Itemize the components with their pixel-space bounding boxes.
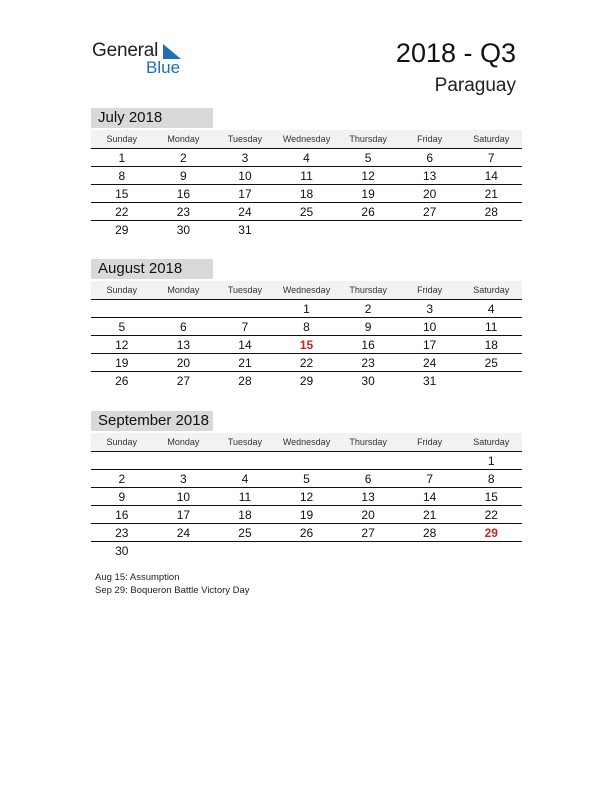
holiday-note: Aug 15: Assumption — [95, 572, 180, 583]
day-cell: 1 — [487, 454, 495, 468]
month-title: September 2018 — [91, 411, 213, 431]
day-cell: 4 — [241, 472, 249, 486]
day-cell — [153, 453, 215, 469]
day-cell: 16 — [361, 338, 375, 352]
day-cell — [276, 222, 338, 238]
day-cell: 15 — [484, 490, 498, 504]
day-cell: 6 — [364, 472, 372, 486]
day-cell: 21 — [238, 356, 252, 370]
day-cell: 31 — [423, 374, 437, 388]
day-cell — [214, 543, 276, 559]
day-cell: 5 — [118, 320, 126, 334]
day-cell: 22 — [115, 205, 129, 219]
day-cell: 28 — [484, 205, 498, 219]
day-cell: 1 — [303, 302, 310, 316]
day-cell: 24 — [238, 205, 252, 219]
month-title: July 2018 — [91, 108, 213, 128]
day-cell: 11 — [485, 320, 498, 334]
day-cell: 21 — [423, 508, 437, 522]
holiday-notes — [95, 571, 250, 597]
week-row — [91, 543, 522, 559]
day-cell: 25 — [299, 205, 314, 219]
logo-text-blue: Blue — [146, 58, 181, 77]
day-cell — [214, 301, 276, 317]
day-cell: 22 — [299, 356, 314, 370]
day-cell: 23 — [361, 356, 375, 370]
weekday-label: Thursday — [349, 437, 387, 447]
day-cell: 3 — [426, 302, 434, 316]
day-cell: 23 — [176, 205, 191, 219]
day-cell: 3 — [241, 151, 249, 165]
day-cell: 11 — [300, 169, 313, 183]
weekday-header-row — [91, 433, 522, 452]
day-cell: 22 — [484, 508, 498, 522]
weekday-label: Wednesday — [282, 134, 331, 144]
day-cell: 27 — [423, 205, 437, 219]
week-row — [91, 186, 522, 203]
day-cell: 7 — [241, 320, 249, 334]
weekday-label: Monday — [167, 437, 200, 447]
weekday-label: Sunday — [106, 285, 138, 295]
day-cell: 14 — [423, 490, 437, 504]
holiday-day-cell: 29 — [484, 526, 498, 540]
day-cell: 13 — [361, 490, 375, 504]
weekday-label: Thursday — [349, 134, 387, 144]
day-cell — [337, 543, 399, 559]
weekday-label: Sunday — [106, 134, 138, 144]
day-cell — [460, 373, 522, 389]
day-cell: 19 — [361, 187, 375, 201]
day-cell — [399, 543, 461, 559]
day-cell: 8 — [487, 472, 495, 486]
day-cell: 12 — [115, 338, 129, 352]
day-cell: 10 — [176, 490, 191, 504]
day-cell: 2 — [180, 151, 187, 165]
day-cell: 21 — [484, 187, 498, 201]
weekday-label: Friday — [417, 285, 443, 295]
page-title: 2018 - Q3 — [395, 38, 516, 68]
day-cell: 10 — [423, 320, 437, 334]
day-cell: 12 — [299, 490, 314, 504]
week-row — [91, 525, 522, 542]
logo-text-general: General — [92, 40, 159, 61]
weekday-header-row — [91, 130, 522, 149]
day-cell: 1 — [118, 151, 126, 165]
day-cell: 27 — [361, 526, 375, 540]
day-cell: 2 — [364, 302, 372, 316]
day-cell — [399, 453, 461, 469]
day-cell: 30 — [361, 374, 375, 388]
day-cell — [337, 222, 399, 238]
day-cell: 6 — [180, 320, 187, 334]
day-cell: 29 — [299, 374, 314, 388]
day-cell — [399, 222, 461, 238]
week-row — [91, 168, 522, 185]
weekday-label: Saturday — [473, 285, 510, 295]
weekday-label: Friday — [417, 134, 443, 144]
day-cell: 15 — [115, 187, 129, 201]
week-row — [91, 337, 522, 354]
day-cell: 24 — [423, 356, 437, 370]
weekday-label: Saturday — [473, 437, 510, 447]
week-row — [91, 471, 522, 488]
day-cell — [214, 453, 276, 469]
day-cell — [153, 543, 215, 559]
month-calendar — [91, 259, 522, 389]
weekday-label: Tuesday — [227, 437, 263, 447]
week-row — [91, 301, 522, 318]
day-cell: 16 — [176, 187, 191, 201]
day-cell: 26 — [361, 205, 375, 219]
weekday-label: Monday — [167, 285, 200, 295]
day-cell: 12 — [361, 169, 375, 183]
day-cell: 9 — [364, 320, 372, 334]
day-cell — [153, 301, 215, 317]
day-cell: 26 — [299, 526, 314, 540]
day-cell: 19 — [115, 356, 129, 370]
day-cell: 3 — [180, 472, 187, 486]
day-cell: 18 — [484, 338, 498, 352]
day-cell: 20 — [423, 187, 437, 201]
weekday-header-row — [91, 281, 522, 300]
week-row — [91, 204, 522, 221]
day-cell: 19 — [299, 508, 314, 522]
day-cell: 26 — [115, 374, 129, 388]
day-cell — [276, 453, 338, 469]
day-cell: 7 — [426, 472, 434, 486]
day-cell: 8 — [118, 169, 126, 183]
weekday-label: Thursday — [349, 285, 387, 295]
weekday-label: Wednesday — [282, 437, 331, 447]
day-cell: 28 — [423, 526, 437, 540]
day-cell: 20 — [361, 508, 375, 522]
day-cell: 30 — [176, 223, 191, 237]
day-cell: 4 — [303, 151, 310, 165]
day-cell: 25 — [484, 356, 498, 370]
day-cell: 5 — [364, 151, 372, 165]
day-cell: 14 — [484, 169, 498, 183]
day-cell: 20 — [176, 356, 191, 370]
day-cell: 23 — [115, 526, 129, 540]
day-cell: 4 — [487, 302, 495, 316]
day-cell: 31 — [238, 223, 252, 237]
holiday-day-cell: 15 — [299, 338, 314, 352]
day-cell: 13 — [176, 338, 191, 352]
day-cell: 10 — [238, 169, 252, 183]
weekday-label: Monday — [167, 134, 200, 144]
week-row — [91, 373, 522, 389]
day-cell: 9 — [180, 169, 187, 183]
day-cell: 7 — [487, 151, 495, 165]
day-cell: 17 — [176, 508, 191, 522]
day-cell: 5 — [303, 472, 310, 486]
weekday-label: Saturday — [473, 134, 510, 144]
day-cell: 24 — [176, 526, 191, 540]
week-row — [91, 489, 522, 506]
day-cell — [460, 543, 522, 559]
day-cell: 11 — [238, 490, 252, 504]
day-cell — [276, 543, 338, 559]
week-row — [91, 355, 522, 372]
day-cell — [460, 222, 522, 238]
day-cell: 17 — [423, 338, 437, 352]
day-cell: 27 — [176, 374, 191, 388]
day-cell: 18 — [299, 187, 314, 201]
week-row — [91, 319, 522, 336]
holiday-note: Sep 29: Boqueron Battle Victory Day — [95, 585, 250, 596]
day-cell: 18 — [238, 508, 252, 522]
month-calendar — [91, 411, 522, 559]
day-cell — [337, 453, 399, 469]
weekday-label: Friday — [417, 437, 443, 447]
week-row — [91, 150, 522, 167]
month-title: August 2018 — [91, 259, 213, 279]
country-name: Paraguay — [434, 75, 516, 96]
weekday-label: Tuesday — [227, 285, 263, 295]
day-cell — [91, 301, 153, 317]
weekday-label: Sunday — [106, 437, 138, 447]
day-cell: 9 — [118, 490, 126, 504]
day-cell: 30 — [115, 544, 129, 558]
day-cell: 14 — [238, 338, 252, 352]
day-cell: 2 — [118, 472, 126, 486]
day-cell: 13 — [423, 169, 437, 183]
weekday-label: Tuesday — [227, 134, 263, 144]
weekday-label: Wednesday — [282, 285, 331, 295]
day-cell: 25 — [238, 526, 252, 540]
week-row — [91, 453, 522, 470]
week-row — [91, 222, 522, 238]
day-cell — [91, 453, 153, 469]
day-cell: 16 — [115, 508, 129, 522]
day-cell: 17 — [238, 187, 252, 201]
day-cell: 28 — [238, 374, 252, 388]
week-row — [91, 507, 522, 524]
day-cell: 8 — [303, 320, 310, 334]
day-cell: 29 — [115, 223, 129, 237]
generalblue-logo — [92, 38, 192, 80]
month-calendar — [91, 108, 522, 238]
day-cell: 6 — [426, 151, 434, 165]
